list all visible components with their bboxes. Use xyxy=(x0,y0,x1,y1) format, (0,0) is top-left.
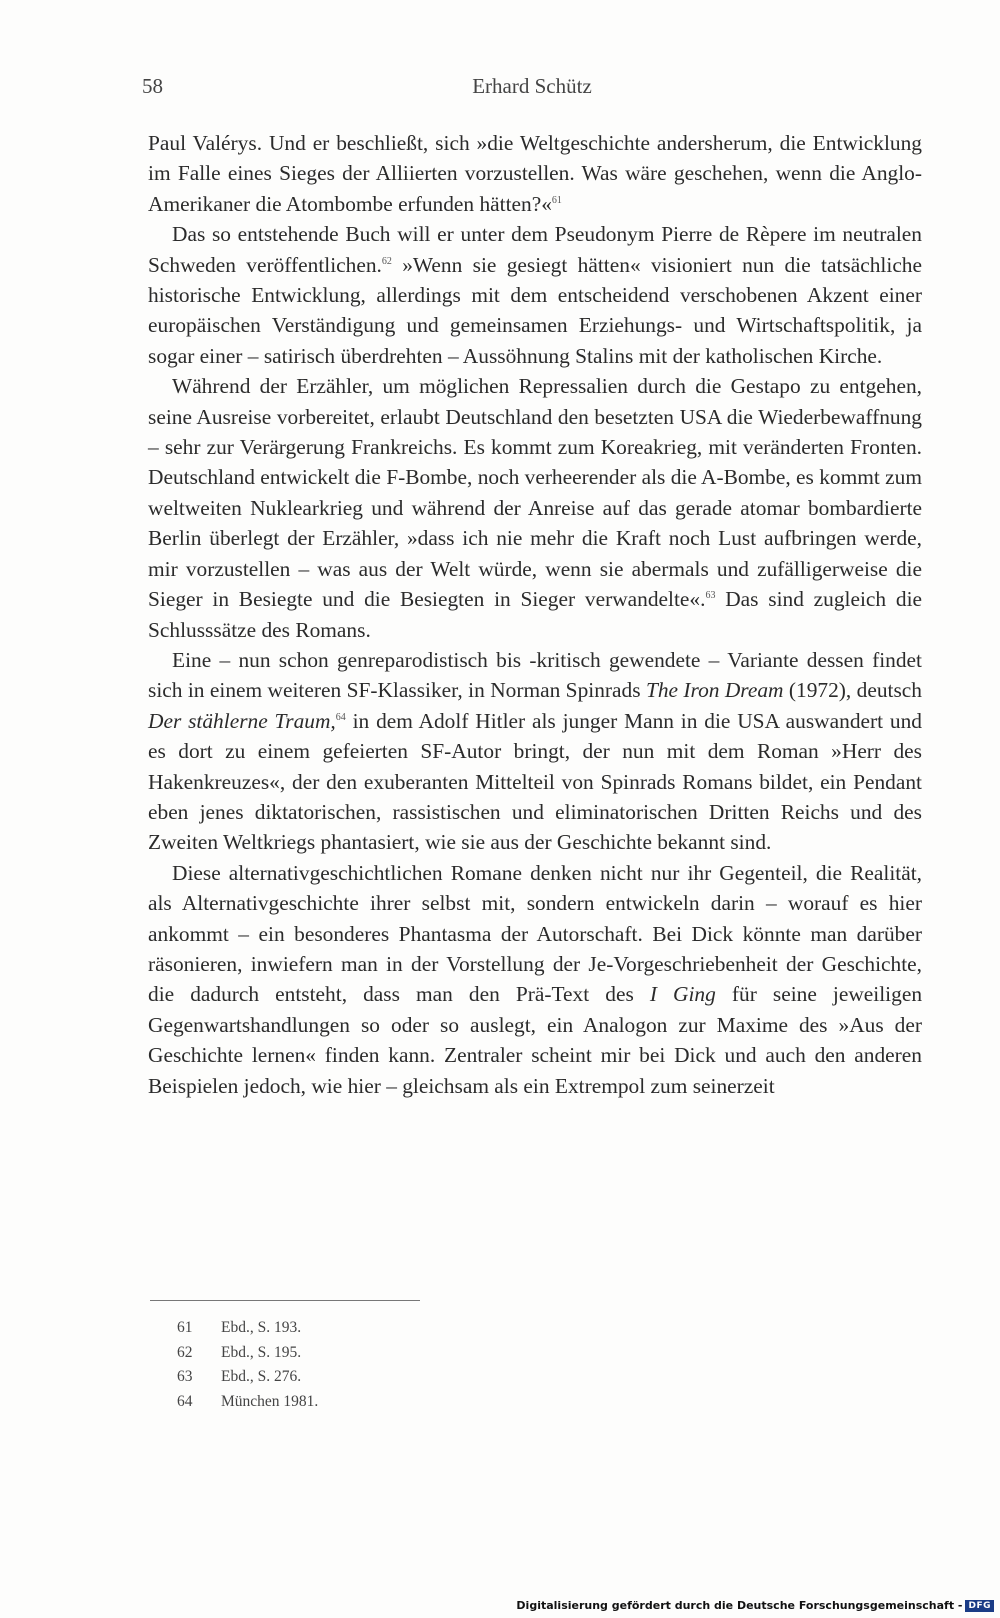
dfg-logo: DFG xyxy=(965,1600,994,1612)
footnote-text: Ebd., S. 276. xyxy=(221,1368,302,1385)
footnote-number: 62 xyxy=(177,1343,193,1361)
italic-title: Der stählerne Traum, xyxy=(148,708,336,733)
footnote xyxy=(177,1365,318,1390)
body-text xyxy=(148,128,922,1101)
footnote-divider xyxy=(150,1300,420,1301)
footnote-number: 61 xyxy=(177,1319,193,1336)
footnote xyxy=(177,1316,318,1341)
italic-title: The Iron Dream xyxy=(645,678,784,703)
footnote-ref: 64 xyxy=(335,711,346,723)
running-head: Erhard Schütz xyxy=(472,74,592,98)
page-number: 58 xyxy=(142,74,163,98)
paragraph: Paul Valérys. Und er beschließt, sich »die Weltgeschichte andersherum, die Entwicklung im Falle eines Sieges der Alliierten vorzustellen. Was wäre geschehen, wenn die Anglo-Amerikaner die Atombombe erfunden hätten?«$^{61}$ xyxy=(148,131,922,216)
paragraph: Das so entstehende Buch will er unter dem Pseudonym Pierre de Rèpere im neutralen Schweden veröffentlichen.$^{62}$ »Wenn sie gesiegt hätten« visioniert nun die tatsächliche historische Entwicklung, allerdings mit dem entscheidend verschobenen Akzent einer europäischen Verständigung und gemeinsamen Erziehungs- und Wirtschaftspolitik, ja sogar einer – satirisch überdrehten – Aussöhnung Stalins mit der katholischen Kirche. xyxy=(148,222,922,368)
footnote-ref: 61 xyxy=(551,194,562,206)
footnote-text: Ebd., S. 195. xyxy=(221,1343,302,1361)
paragraph: Während der Erzähler, um möglichen Repressalien durch die Gestapo zu entgehen, seine Ausreise vorbereitet, erlaubt Deutschland den besetzten USA die Wiederbewaffnung – sehr zur Verärgerung Frankreichs. Es kommt zum Koreakrieg, mit veränderten Fronten. Deutschland entwickelt die F-Bombe, noch verheerender als die A-Bombe, es kommt zum weltweiten Nuklearkrieg und während der Anreise auf das gerade atomar bombardierte Berlin überlegt der Erzähler, »dass ich nie mehr die Kraft noch Lust aufbringen werde, mir vorzustellen – was aus der Welt würde, wenn sie abermals und zufälligerweise die Sieger in Besiegte und die Besiegten in Sieger verwandelte«.$^{63}$ Das sind zugleich die Schlusssätze des Romans. xyxy=(148,374,923,642)
paragraph: Eine – nun schon genreparodistisch bis -kritisch gewendete – Variante dessen findet sich in einem weiteren SF-Klassiker, in Norman Spinrads The Iron Dream (1972), deutsch Der stählerne Traum,$^{64}$ in dem Adolf Hitler als junger Mann in die USA auswandert und es dort zu einem gefeierten SF-Autor bringt, der nun mit dem Roman »Herr des Hakenkreuzes«, der den exuberanten Mittelteil von Spinrads Romans bildet, ein Pendant eben jenes diktatorischen, rassistischen und eliminatorischen Dritten Reichs und des Zweiten Weltkriegs phantasiert, wie sie aus der Geschichte bekannt sind. xyxy=(148,647,922,855)
italic-title: I Ging xyxy=(649,982,716,1007)
footnote xyxy=(177,1341,318,1366)
paragraph: Diese alternativgeschichtlichen Romane denken nicht nur ihr Gegenteil, die Realität, als Alternativgeschichte ihrer selbst mit, sondern entwickeln darin – worauf es hier ankommt – ein besonderes Phantasma der Autorschaft. Bei Dick könnte man darüber räsonieren, inwiefern man in der Vorstellung der Je-Vorgeschriebenheit der Geschichte, die dadurch entsteht, dass man den Prä-Text des I Ging für seine jeweiligen Gegenwartshandlungen so oder so auslegt, ein Analogon zur Maxime des »Aus der Geschichte lernen« finden kann. Zentraler scheint mir bei Dick und auch den anderen Beispielen jedoch, wie hier – gleichsam als ein Extrempol zum seinerzeit xyxy=(148,860,923,1098)
footnote-number: 64 xyxy=(177,1392,193,1410)
footnotes xyxy=(177,1316,318,1414)
footnote-text: Ebd., S. 193. xyxy=(221,1319,302,1336)
footnote-ref: 63 xyxy=(705,590,716,602)
footnote-number: 63 xyxy=(177,1368,193,1385)
funding-text: Digitalisierung gefördert durch die Deutsche Forschungsgemeinschaft - xyxy=(516,1599,963,1612)
footnote xyxy=(177,1390,318,1415)
footnote-ref: 62 xyxy=(381,255,392,267)
footnote-text: München 1981. xyxy=(221,1392,319,1410)
funding-note xyxy=(516,1599,994,1612)
